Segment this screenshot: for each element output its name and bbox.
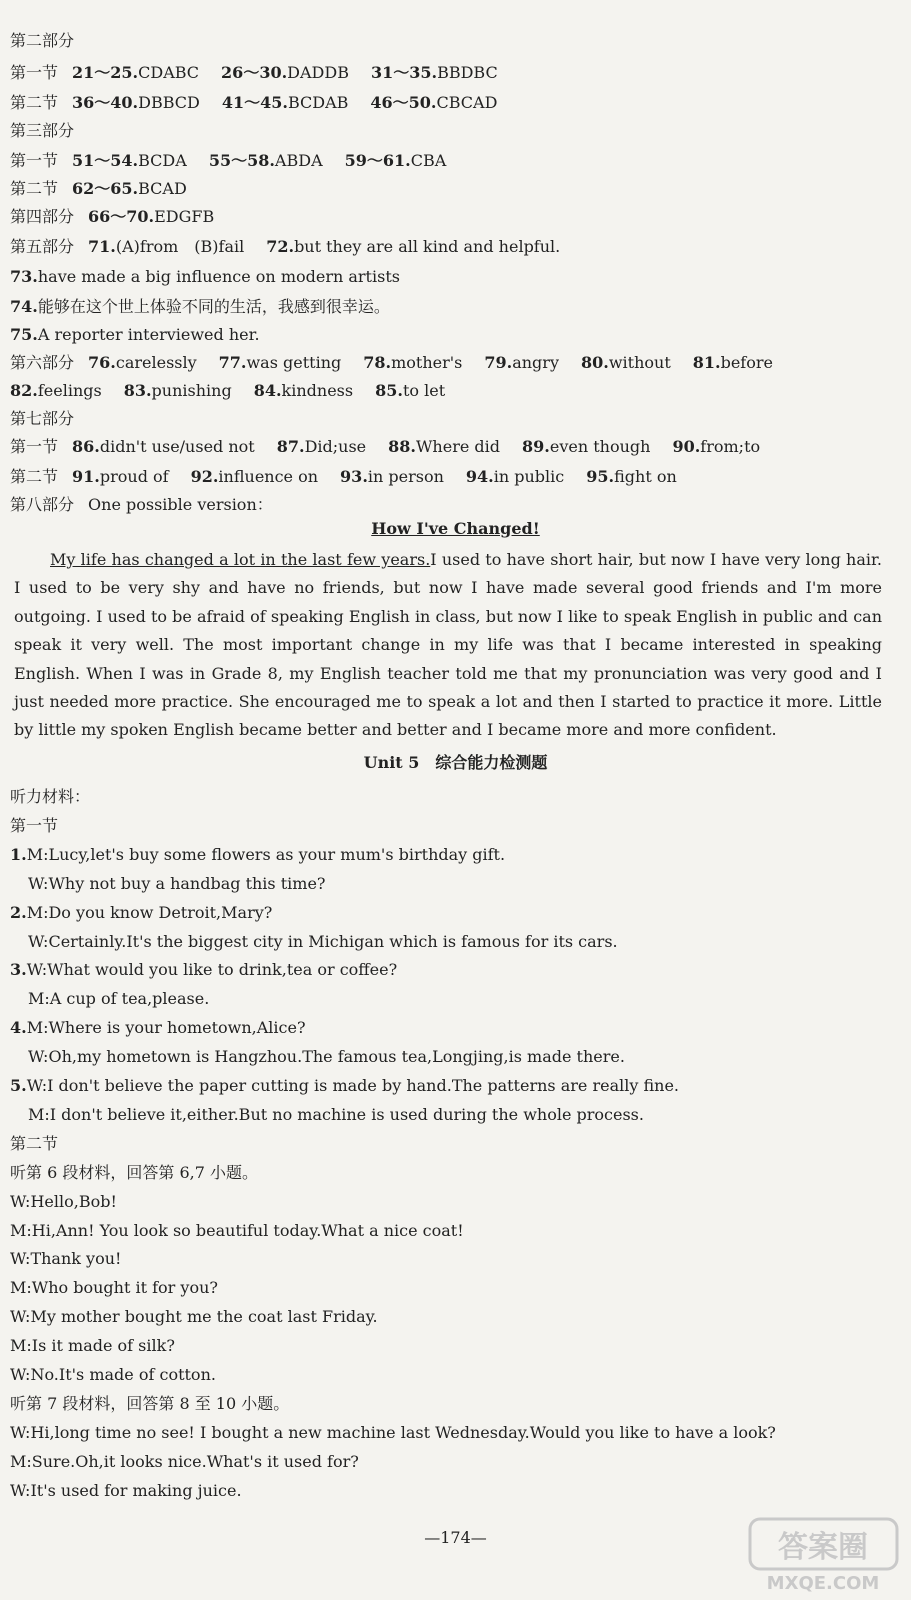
dialogue-text: 听第 7 段材料，回答第 8 至 10 小题。 — [10, 1393, 290, 1413]
answer-number: 62～65. — [72, 179, 139, 198]
answer-number: 84. — [253, 381, 282, 400]
answer-line — [10, 62, 498, 84]
answer-number: 91. — [72, 467, 100, 486]
dialogue-text: W:Oh,my hometown is Hangzhou.The famous tea,Longjing,is made there. — [28, 1047, 625, 1067]
essay-text: I used to have short hair, but now I have very long hair. I used to be very shy and have no friends, but now I have made several good friends and I'm more outgoing. I used to be afraid of speaking English in class, but now I like to speak English in public and can speak it very well. The most important change in my life was that I became interested in speaking English. When I was in Grade 8, my English teacher told me that my pronunciation was very good and I just needed more practice. She encouraged me to speak a lot and then I started to practice it more. Little by little my spoken English became better and better and I became more and more confident. — [14, 550, 882, 740]
answer-value: kindness — [281, 381, 354, 400]
answer-number: 94. — [465, 467, 494, 486]
answer-value: CBCAD — [436, 93, 498, 112]
listening-line — [28, 1046, 625, 1068]
dialogue-number: 3. — [10, 960, 27, 980]
listening-line — [10, 1335, 175, 1357]
watermark-logo — [746, 1515, 901, 1595]
section-label: 第六部分 — [10, 353, 75, 372]
section-label: 第二节 — [10, 467, 59, 486]
answer-line — [10, 92, 497, 114]
dialogue-text: W:Hi,long time no see! I bought a new machine last Wednesday.Would you like to have a look? — [10, 1422, 776, 1442]
answer-number: 88. — [388, 437, 416, 456]
answer-line — [10, 178, 187, 200]
answer-value: in public — [493, 467, 565, 486]
section-label: 第四部分 — [10, 207, 75, 226]
listening-line — [10, 1422, 776, 1444]
watermark-top: 答案圈 — [778, 1530, 868, 1565]
dialogue-text: M:Is it made of silk? — [10, 1336, 175, 1356]
answer-value: have made a big influence on modern artists — [37, 267, 400, 286]
listening-line — [10, 1306, 378, 1328]
answer-value: influence on — [218, 467, 319, 486]
answer-value: without — [608, 353, 671, 372]
answer-number: 73. — [10, 267, 38, 286]
section-label: 第一节 — [10, 63, 59, 82]
dialogue-text: W:I don't believe the paper cutting is made by hand.The patterns are really fine. — [26, 1076, 679, 1095]
answer-value: was getting — [246, 353, 342, 372]
answer-line — [10, 150, 446, 172]
answer-number: 92. — [190, 467, 219, 486]
answer-number: 79. — [484, 353, 513, 372]
answer-number: 87. — [276, 437, 305, 456]
answer-number: 89. — [522, 437, 550, 456]
dialogue-text: W:What would you like to drink,tea or coffee? — [26, 960, 398, 980]
dialogue-number: 2. — [10, 902, 27, 922]
listening-line — [10, 1480, 242, 1502]
dialogue-text: 第一节 — [10, 815, 59, 835]
section-label: 第二部分 — [10, 31, 75, 50]
answer-value: fight on — [614, 467, 677, 486]
answer-value: CDABC — [138, 63, 200, 82]
answer-value: mother's — [391, 353, 463, 372]
answer-line — [10, 466, 677, 488]
answer-number: 46～50. — [370, 93, 437, 112]
answer-value: carelessly — [115, 353, 197, 372]
answer-number: 51～54. — [72, 151, 139, 170]
section-label: 第一节 — [10, 437, 59, 456]
listening-line — [10, 1133, 58, 1155]
essay-title: How I've Changed! — [371, 519, 540, 538]
dialogue-number: 4. — [10, 1018, 27, 1038]
answer-value: to let — [402, 381, 446, 400]
answer-value: from;to — [700, 437, 761, 456]
dialogue-text: W:Why not buy a handbag this time? — [28, 873, 326, 893]
answer-line — [10, 352, 773, 374]
answer-number: 21～25. — [72, 63, 139, 82]
answer-number: 31～35. — [370, 63, 438, 82]
listening-line — [10, 1191, 117, 1213]
answer-line — [10, 266, 400, 288]
dialogue-text: M:Hi,Ann! You look so beautiful today.What a nice coat! — [10, 1220, 464, 1240]
answer-number: 77. — [218, 353, 247, 372]
listening-line — [28, 988, 209, 1010]
answer-value: angry — [512, 353, 559, 372]
listening-line — [10, 1393, 289, 1415]
section-label: 第二节 — [10, 179, 59, 198]
listening-line — [10, 844, 505, 866]
dialogue-text: W:Certainly.It's the biggest city in Michigan which is famous for its cars. — [28, 931, 618, 951]
answer-value: Did;use — [304, 437, 367, 456]
listening-line — [10, 1075, 679, 1097]
section-label: 第二节 — [10, 93, 59, 112]
answer-value: A reporter interviewed her. — [37, 325, 260, 344]
listening-line — [10, 1451, 359, 1473]
answer-number: 26～30. — [221, 63, 288, 82]
answer-value: CBA — [410, 151, 447, 170]
listening-line — [28, 1104, 644, 1126]
dialogue-number: 5. — [10, 1076, 27, 1095]
answer-line — [10, 324, 260, 346]
dialogue-text: M:I don't believe it,either.But no machine is used during the whole process. — [28, 1104, 644, 1124]
answer-value: proud of — [99, 467, 169, 486]
answer-value: Where did — [415, 437, 501, 456]
answer-line — [10, 30, 74, 52]
answer-number: 95. — [586, 467, 615, 486]
section-label: 第三部分 — [10, 121, 75, 140]
answer-line — [10, 236, 560, 258]
answer-line — [10, 380, 445, 402]
section-label: 第七部分 — [10, 409, 75, 428]
answer-number: 59～61. — [344, 151, 411, 170]
answer-value: before — [720, 353, 773, 372]
answer-number: 78. — [363, 353, 392, 372]
answer-number: 55～58. — [208, 151, 275, 170]
answer-number: 83. — [123, 381, 152, 400]
answer-line — [10, 206, 214, 228]
answer-number: 36～40. — [72, 93, 139, 112]
answer-number: 72. — [266, 237, 295, 256]
answer-value: ABDA — [274, 151, 323, 170]
answer-number: 74. — [10, 297, 38, 316]
dialogue-text: M:Sure.Oh,it looks nice.What's it used for? — [10, 1451, 359, 1471]
answer-number: 41～45. — [221, 93, 288, 112]
answer-line — [10, 408, 74, 430]
listening-line — [10, 902, 272, 924]
answer-number: 82. — [10, 381, 38, 400]
unit-title: Unit 5 综合能力检测题 — [363, 753, 548, 772]
dialogue-text: W:Hello,Bob! — [10, 1191, 117, 1211]
listening-line — [10, 1364, 216, 1386]
listening-line — [10, 786, 90, 808]
answer-value: 能够在这个世上体验不同的生活，我感到很幸运。 — [37, 297, 390, 316]
answer-line — [10, 436, 760, 458]
answer-value: DBBCD — [138, 93, 200, 112]
section-label: 第八部分 — [10, 495, 75, 514]
listening-line — [28, 931, 618, 953]
answer-number: 85. — [375, 381, 403, 400]
answer-line — [10, 120, 74, 142]
section-label: 第五部分 — [10, 237, 75, 256]
answer-value: punishing — [151, 381, 232, 400]
answer-number: 76. — [88, 353, 116, 372]
dialogue-text: W:No.It's made of cotton. — [10, 1365, 216, 1384]
listening-line — [10, 959, 397, 981]
dialogue-text: M:Do you know Detroit,Mary? — [26, 902, 273, 922]
listening-line — [28, 873, 325, 895]
answer-number: 90. — [672, 437, 701, 456]
dialogue-text: M:Lucy,let's buy some flowers as your mum's birthday gift. — [26, 844, 506, 864]
dialogue-text: 第二节 — [10, 1133, 59, 1153]
listening-line — [10, 1220, 464, 1242]
answer-number: 75. — [10, 325, 38, 344]
dialogue-text: M:Where is your hometown,Alice? — [26, 1018, 306, 1038]
listening-line — [10, 1017, 306, 1039]
answer-number: 71. — [88, 237, 116, 256]
answer-value: in person — [367, 467, 444, 486]
answer-number: 86. — [72, 437, 100, 456]
answer-value: DADDB — [287, 63, 349, 82]
listening-line — [10, 815, 58, 837]
listening-line — [10, 1248, 121, 1270]
answer-number: 66～70. — [88, 207, 155, 226]
essay-body — [14, 546, 882, 745]
answer-line — [10, 296, 390, 318]
answer-value: even though — [549, 437, 651, 456]
dialogue-text: M:A cup of tea,please. — [28, 989, 210, 1009]
dialogue-text: W:Thank you! — [10, 1249, 122, 1269]
dialogue-text: 听力材料： — [10, 787, 91, 806]
answer-number: 81. — [692, 353, 721, 372]
answer-value: (A)from (B)fail — [115, 237, 245, 256]
answer-value: One possible version： — [88, 495, 273, 514]
answer-line — [10, 494, 273, 516]
dialogue-text: 听第 6 段材料，回答第 6,7 小题。 — [10, 1162, 258, 1182]
page-number: —174— — [424, 1528, 487, 1547]
dialogue-text: M:Who bought it for you? — [10, 1278, 218, 1298]
dialogue-text: W:My mother bought me the coat last Friday. — [10, 1307, 378, 1327]
answer-value: didn't use/used not — [99, 437, 255, 456]
essay-underlined-start: My life has changed a lot in the last few years. — [50, 550, 431, 569]
answer-value: EDGFB — [154, 207, 215, 226]
listening-line — [10, 1162, 258, 1184]
answer-value: BCAD — [138, 179, 187, 198]
answer-number: 93. — [340, 467, 368, 486]
section-label: 第一节 — [10, 151, 59, 170]
answer-value: BBDBC — [437, 63, 498, 82]
answer-number: 80. — [580, 353, 609, 372]
answer-value: BCDA — [138, 151, 187, 170]
dialogue-number: 1. — [10, 844, 27, 864]
answer-value: feelings — [37, 381, 102, 400]
answer-value: but they are all kind and helpful. — [294, 237, 561, 256]
watermark-bottom: MXQE.COM — [766, 1573, 880, 1594]
answer-value: BCDAB — [287, 93, 349, 112]
listening-line — [10, 1277, 218, 1299]
dialogue-text: W:It's used for making juice. — [10, 1480, 242, 1500]
